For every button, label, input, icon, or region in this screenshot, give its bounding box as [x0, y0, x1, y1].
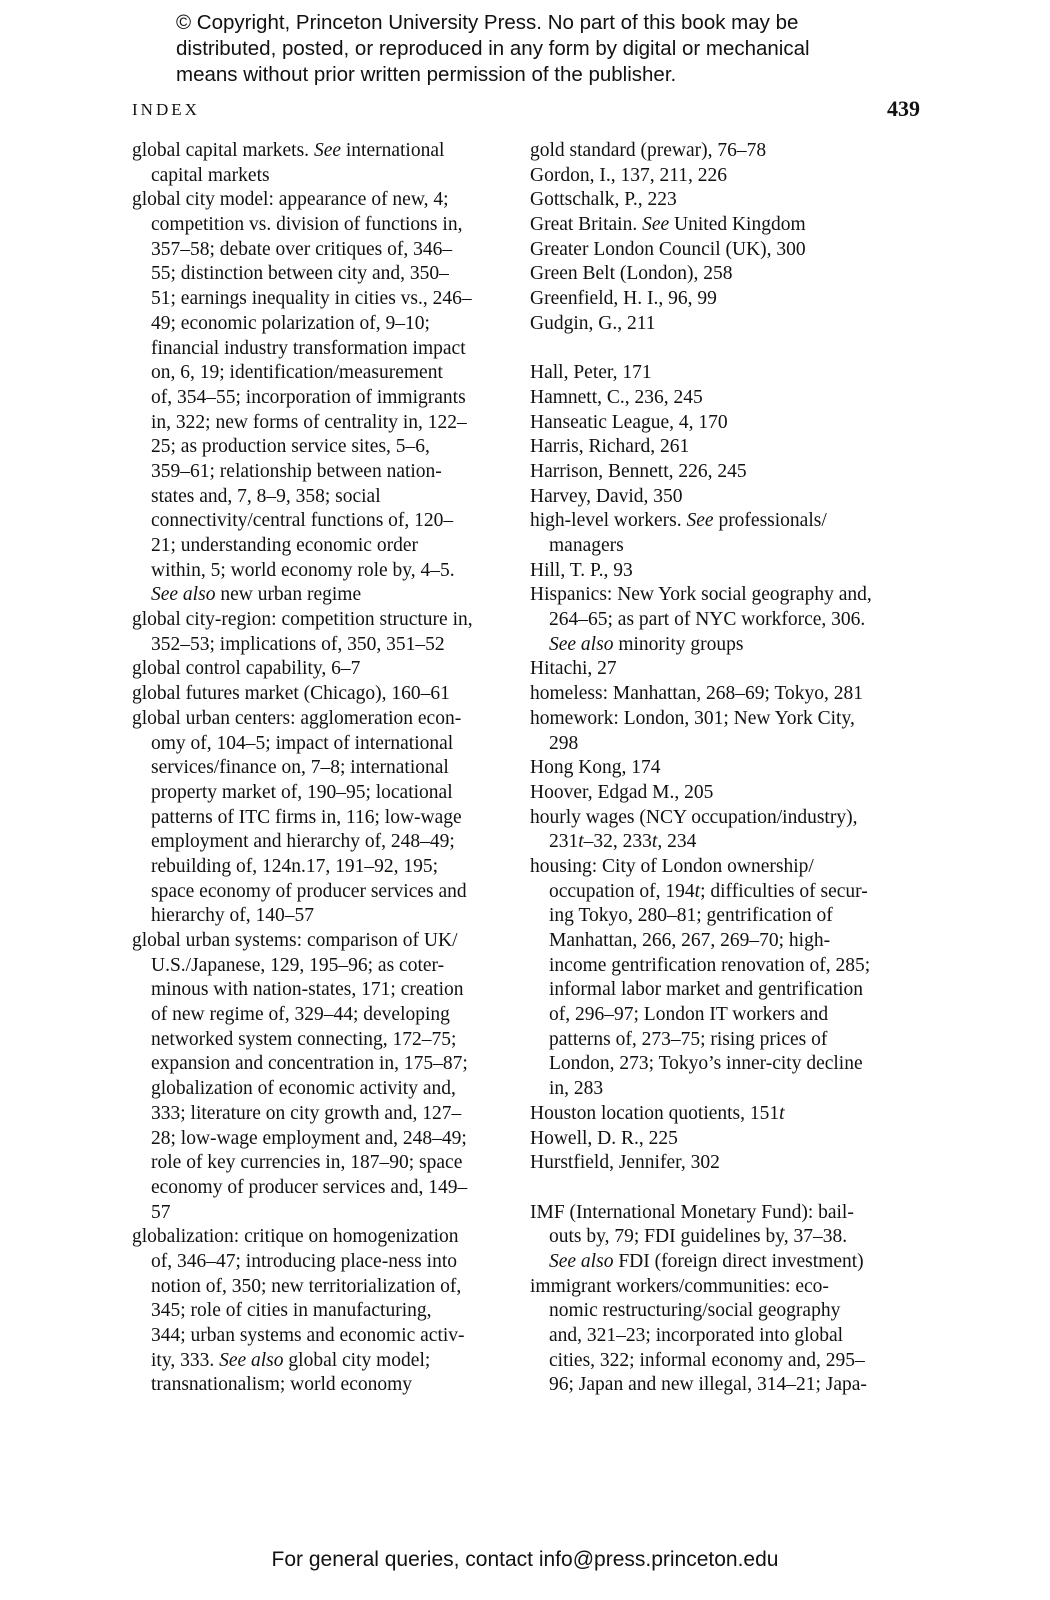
running-head	[132, 96, 920, 124]
index-entry-line: gold standard (prewar), 76–78	[530, 140, 767, 161]
index-subentry-line: capital markets	[151, 164, 270, 186]
index-subentry-line: globalization of economic activity and,	[151, 1078, 456, 1100]
index-subentry-line: and, 321–23; incorporated into global	[549, 1325, 844, 1346]
index-subentry-line: connectivity/central functions of, 120–	[151, 510, 454, 532]
index-subentry-line: 25; as production service sites, 5–6,	[151, 436, 430, 458]
index-subentry-line: expansion and concentration in, 175–87;	[151, 1053, 468, 1075]
copyright-notice	[176, 10, 916, 88]
index-subentry-line: of, 346–47; introducing place-ness into	[151, 1250, 457, 1272]
index-entry-line: hourly wages (NCY occupation/industry),	[530, 806, 858, 828]
index-entry-line: Great Britain. See United Kingdom	[530, 214, 806, 236]
index-column-left	[132, 139, 512, 1398]
index-subentry-line: 96; Japan and new illegal, 314–21; Japa-	[549, 1374, 867, 1396]
index-subentry-line: cities, 322; informal economy and, 295–	[549, 1349, 865, 1371]
index-subentry-line: competition vs. division of functions in,	[151, 214, 463, 236]
index-entry-line: global capital markets. See international	[132, 140, 445, 161]
index-subentry-line: within, 5; world economy role by, 4–5.	[151, 559, 455, 581]
index-entry-line: Green Belt (London), 258	[530, 263, 733, 285]
index-entry-line: Hurstfield, Jennifer, 302	[530, 1152, 720, 1174]
index-subentry-line: 21; understanding economic order	[151, 535, 418, 556]
index-subentry-line: patterns of, 273–75; rising prices of	[549, 1028, 828, 1050]
entry-spacer	[530, 337, 915, 362]
index-entry-line: Gottschalk, P., 223	[530, 189, 677, 211]
index-subentry-line: 357–58; debate over critiques of, 346–	[151, 238, 453, 260]
index-entry-line: IMF (International Monetary Fund): bail-	[530, 1201, 854, 1223]
index-entry-line: Harvey, David, 350	[530, 485, 683, 507]
index-entry-line: Hoover, Edgad M., 205	[530, 781, 714, 803]
index-entry-line: Hispanics: New York social geography and,	[530, 584, 872, 606]
index-entry-line: Hill, T. P., 93	[530, 559, 633, 581]
index-entry-line: Howell, D. R., 225	[530, 1127, 678, 1149]
index-subentry-line: U.S./Japanese, 129, 195–96; as coter-	[151, 954, 445, 976]
index-subentry-line: of, 296–97; London IT workers and	[549, 1004, 829, 1026]
copyright-line: means without prior written permission of the publisher.	[176, 63, 677, 86]
index-entry-line: Greenfield, H. I., 96, 99	[530, 288, 717, 310]
index-subentry-line: 51; earnings inequality in cities vs., 246–	[151, 288, 472, 310]
index-entry-line: global futures market (Chicago), 160–61	[132, 683, 450, 705]
index-subentry-line: See also new urban regime	[151, 584, 362, 606]
index-entry-line: immigrant workers/communities: eco-	[530, 1275, 829, 1297]
index-subentry-line: income gentrification renovation of, 285;	[549, 954, 871, 976]
index-entry-line: global city model: appearance of new, 4;	[132, 189, 449, 211]
index-subentry-line: services/finance on, 7–8; international	[151, 757, 449, 779]
index-subentry-line: 359–61; relationship between nation-	[151, 460, 442, 482]
index-subentry-line: transnationalism; world economy	[151, 1374, 413, 1396]
index-subentry-line: managers	[549, 535, 624, 556]
index-subentry-line: economy of producer services and, 149–	[151, 1176, 468, 1198]
index-subentry-line: 344; urban systems and economic activ-	[151, 1325, 465, 1346]
index-subentry-line: 49; economic polarization of, 9–10;	[151, 312, 430, 334]
index-subentry-line: 352–53; implications of, 350, 351–52	[151, 633, 445, 655]
index-entry-line: Hanseatic League, 4, 170	[530, 411, 728, 433]
index-entry-line: high-level workers. See professionals/	[530, 510, 827, 532]
index-subentry-line: minous with nation-states, 171; creation	[151, 979, 464, 1001]
index-subentry-line: ing Tokyo, 280–81; gentrification of	[549, 905, 833, 927]
index-subentry-line: Manhattan, 266, 267, 269–70; high-	[549, 930, 831, 951]
index-subentry-line: 298	[549, 732, 579, 754]
index-entry-line: Gordon, I., 137, 211, 226	[530, 164, 727, 186]
index-subentry-line: notion of, 350; new territorialization of,	[151, 1275, 462, 1297]
index-entry-line: global control capability, 6–7	[132, 658, 361, 680]
index-subentry-line: 55; distinction between city and, 350–	[151, 263, 449, 285]
index-subentry-line: of, 354–55; incorporation of immigrants	[151, 386, 466, 408]
index-entry-line: Harrison, Bennett, 226, 245	[530, 460, 747, 482]
index-entry-line: global urban centers: agglomeration econ-	[132, 707, 462, 729]
index-subentry-line: of new regime of, 329–44; developing	[151, 1004, 450, 1026]
index-subentry-line: hierarchy of, 140–57	[151, 905, 314, 927]
index-entry-line: Hong Kong, 174	[530, 757, 661, 779]
index-subentry-line: space economy of producer services and	[151, 880, 467, 902]
index-entry-line: Hitachi, 27	[530, 658, 617, 680]
index-subentry-line: 231t–32, 233t, 234	[549, 831, 697, 853]
index-subentry-line: occupation of, 194t; difficulties of secur-	[549, 880, 868, 902]
index-entry-line: homework: London, 301; New York City,	[530, 707, 855, 729]
index-subentry-line: informal labor market and gentrification	[549, 979, 864, 1001]
index-entry-line: Harris, Richard, 261	[530, 436, 690, 458]
index-entry-line: Gudgin, G., 211	[530, 312, 656, 334]
index-entry-line: housing: City of London ownership/	[530, 855, 814, 877]
index-subentry-line: 57	[151, 1201, 171, 1223]
section-label: INDEX	[132, 100, 200, 119]
index-subentry-line: on, 6, 19; identification/measurement	[151, 362, 443, 384]
index-subentry-line: networked system connecting, 172–75;	[151, 1028, 457, 1050]
index-subentry-line: financial industry transformation impact	[151, 337, 466, 359]
index-subentry-line: states and, 7, 8–9, 358; social	[151, 485, 381, 507]
index-subentry-line: patterns of ITC firms in, 116; low-wage	[151, 806, 462, 828]
index-subentry-line: in, 322; new forms of centrality in, 122–	[151, 411, 467, 433]
index-subentry-line: 345; role of cities in manufacturing,	[151, 1300, 432, 1322]
index-subentry-line: 264–65; as part of NYC workforce, 306.	[549, 609, 866, 631]
entry-spacer	[530, 1176, 915, 1201]
index-subentry-line: property market of, 190–95; locational	[151, 781, 453, 803]
index-entry-line: Houston location quotients, 151t	[530, 1102, 785, 1124]
index-entry-line: globalization: critique on homogenization	[132, 1226, 459, 1248]
index-subentry-line: omy of, 104–5; impact of international	[151, 732, 454, 754]
index-subentry-line: ity, 333. See also global city model;	[151, 1349, 431, 1371]
index-subentry-line: employment and hierarchy of, 248–49;	[151, 831, 455, 853]
index-subentry-line: outs by, 79; FDI guidelines by, 37–38.	[549, 1226, 848, 1248]
index-subentry-line: See also minority groups	[549, 633, 744, 655]
index-entry-line: global city-region: competition structure in,	[132, 609, 473, 631]
index-entry-line: homeless: Manhattan, 268–69; Tokyo, 281	[530, 683, 863, 705]
index-subentry-line: role of key currencies in, 187–90; space	[151, 1152, 463, 1174]
copyright-line: © Copyright, Princeton University Press. No part of this book may be	[176, 11, 799, 34]
footer-contact: For general queries, contact info@press.princeton.edu	[271, 1548, 779, 1571]
page-number: 439	[887, 96, 920, 121]
index-subentry-line: in, 283	[549, 1078, 604, 1100]
index-entry-line: Hall, Peter, 171	[530, 362, 652, 384]
index-subentry-line: See also FDI (foreign direct investment)	[549, 1250, 864, 1272]
index-subentry-line: 333; literature on city growth and, 127–	[151, 1102, 462, 1124]
index-subentry-line: London, 273; Tokyo’s inner-city decline	[549, 1053, 863, 1075]
copyright-line: distributed, posted, or reproduced in any form by digital or mechanical	[176, 37, 810, 60]
index-entry-line: Greater London Council (UK), 300	[530, 238, 806, 260]
index-subentry-line: nomic restructuring/social geography	[549, 1300, 841, 1322]
index-subentry-line: 28; low-wage employment and, 248–49;	[151, 1127, 467, 1149]
index-entry-line: Hamnett, C., 236, 245	[530, 386, 703, 408]
index-column-right	[530, 139, 915, 1398]
index-subentry-line: rebuilding of, 124n.17, 191–92, 195;	[151, 855, 439, 877]
index-entry-line: global urban systems: comparison of UK/	[132, 930, 458, 951]
